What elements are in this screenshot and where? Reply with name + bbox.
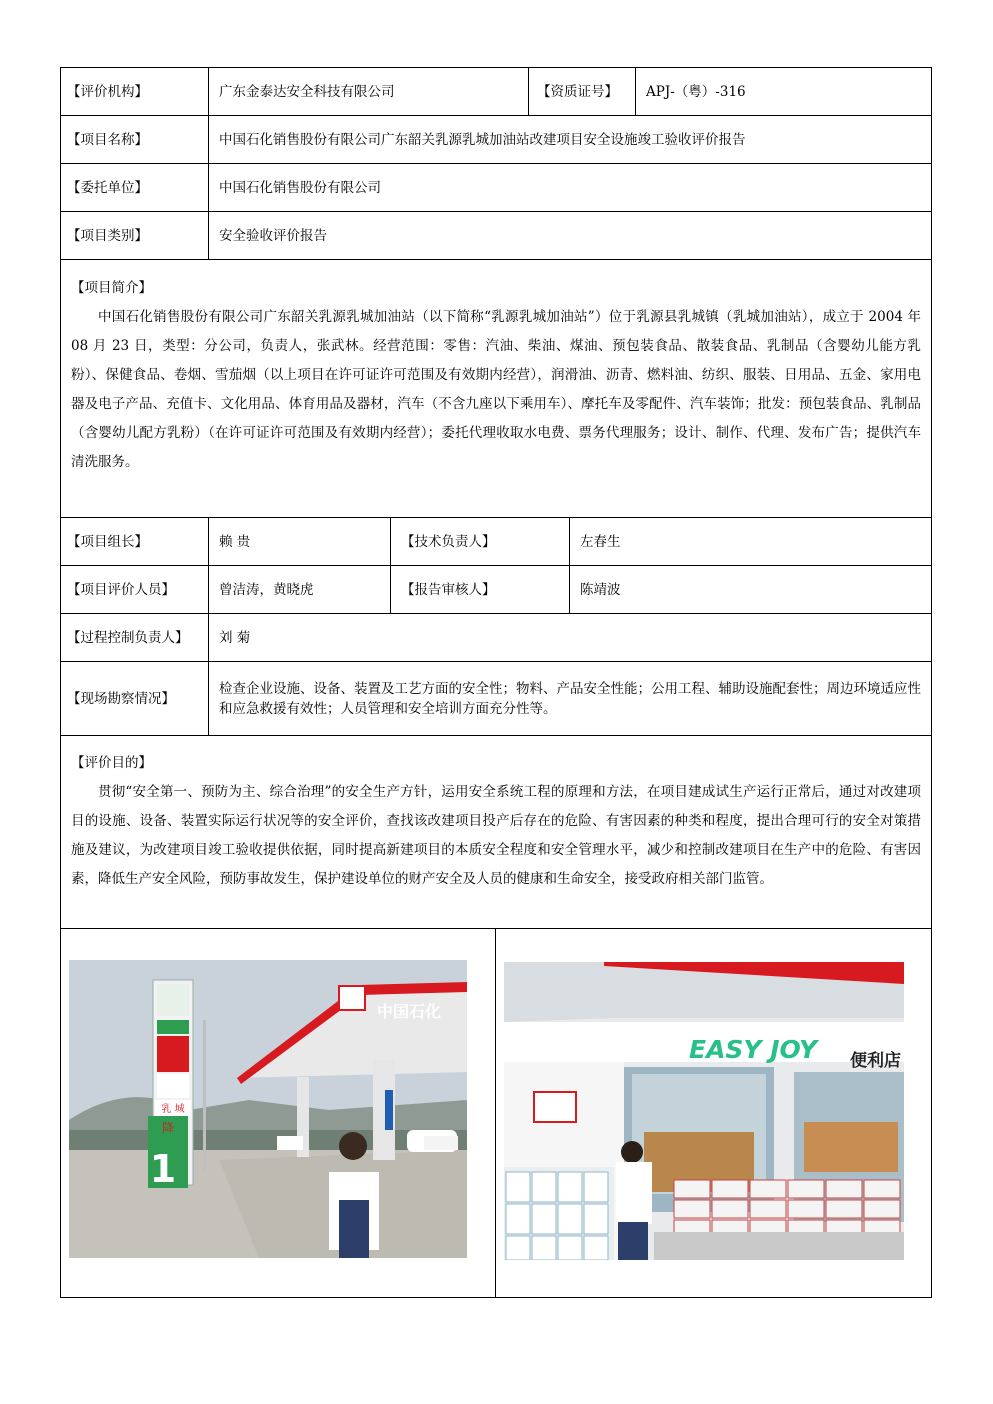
reviewer-value: 陈靖波 xyxy=(569,566,931,613)
org-label: 【评价机构】 xyxy=(61,68,209,115)
evaluation-purpose-title: 【评价目的】 xyxy=(71,755,152,771)
row-organization xyxy=(60,67,932,116)
project-intro-block xyxy=(60,260,932,518)
client-label: 【委托单位】 xyxy=(61,164,209,211)
sign-bottom-text: 降 xyxy=(161,1121,175,1135)
lane-number-text: 1 xyxy=(149,1147,177,1191)
leader-label: 【项目组长】 xyxy=(61,518,209,565)
client-value: 中国石化销售股份有限公司 xyxy=(219,179,381,196)
convenience-store-photo xyxy=(504,962,904,1260)
row-evaluators xyxy=(60,566,932,614)
project-intro-title: 【项目简介】 xyxy=(71,280,152,296)
evaluators-label: 【项目评价人员】 xyxy=(61,566,209,613)
site-survey-label: 【现场勘察情况】 xyxy=(61,662,209,735)
tech-lead-value: 左春生 xyxy=(569,518,931,565)
site-photos xyxy=(60,929,932,1298)
project-name-value: 中国石化销售股份有限公司广东韶关乳源乳城加油站改建项目安全设施竣工验收评价报告 xyxy=(219,131,746,148)
site-survey-value: 检查企业设施、设备、装置及工艺方面的安全性；物料、产品安全性能；公用工程、辅助设施配套性；周边环境适应性和应急救援有效性；人员管理和安全培训方面充分性等。 xyxy=(219,680,921,717)
category-label: 【项目类别】 xyxy=(61,212,209,259)
org-value: 广东金泰达安全科技有限公司 xyxy=(219,83,395,100)
report-summary-sheet xyxy=(60,67,932,1298)
row-category xyxy=(60,212,932,260)
row-site-survey xyxy=(60,662,932,736)
process-control-label: 【过程控制负责人】 xyxy=(61,614,209,661)
tech-lead-label: 【技术负责人】 xyxy=(390,518,569,565)
canopy-sign-text: 中国石化 xyxy=(376,1002,442,1021)
gas-station-photo xyxy=(69,960,467,1258)
store-type-text: 便利店 xyxy=(850,1051,901,1071)
process-control-value: 刘 菊 xyxy=(219,629,251,646)
store-brand-text: EASY JOY xyxy=(689,1035,818,1064)
evaluation-purpose-text: 贯彻“安全第一、预防为主、综合治理”的安全生产方针，运用安全系统工程的原理和方法，在项目建成试生产运行正常后，通过对改建项目的设施、设备、装置实际运行状况等的安全评价，查找该改建项目投产后存在的危险、有害因素的种类和程度，提出合理可行的安全对策措施及建议，为改建项目竣工验收提供依据，同时提高新建项目的本质安全程度和安全管理水平，减少和控制改建项目在生产中的危险、有害因素，降低生产安全风险，预防事故发生，保护建设单位的财产安全及人员的健康和生命安全，接受政府相关部门监管。 xyxy=(71,784,921,887)
project-intro-text: 中国石化销售股份有限公司广东韶关乳源乳城加油站（以下简称“乳源乳城加油站”）位于乳源县乳城镇（乳城加油站），成立于 2004 年 08 月 23 日，类型：分公司，负责人，张武林。经营范围：零售：汽油、柴油、煤油、预包装食品、散装食品、乳制品（含婴幼儿能方乳粉）、保健食品、卷烟、雪茄烟（以上项目在许可证许可范围及有效期内经营），润滑油、沥青、燃料油、纺织、服装、日用品、五金、家用电器及电子产品、充值卡、文化用品、体育用品及器材，汽车（不含九座以下乘用车）、摩托车及零配件、汽车装饰；批发：预包装食品、乳制品（含婴幼儿配方乳粉）（在许可证许可范围及有效期内经营）；委托代理收取水电费、票务代理服务；设计、制作、代理、发布广告；提供汽车清洗服务。 xyxy=(71,309,921,470)
leader-value: 赖 贵 xyxy=(219,533,251,550)
project-name-label: 【项目名称】 xyxy=(61,116,209,163)
evaluators-value: 曾洁涛，黄晓虎 xyxy=(219,581,314,598)
cert-label: 【资质证号】 xyxy=(528,68,635,115)
evaluation-purpose-block xyxy=(60,736,932,929)
category-value: 安全验收评价报告 xyxy=(219,227,327,244)
sign-top-text: 乳 城 xyxy=(161,1104,185,1115)
row-leader xyxy=(60,518,932,566)
reviewer-label: 【报告审核人】 xyxy=(390,566,569,613)
row-process-control xyxy=(60,614,932,662)
row-project-name xyxy=(60,116,932,164)
cert-value: APJ-（粤）-316 xyxy=(635,68,931,115)
row-client xyxy=(60,164,932,212)
